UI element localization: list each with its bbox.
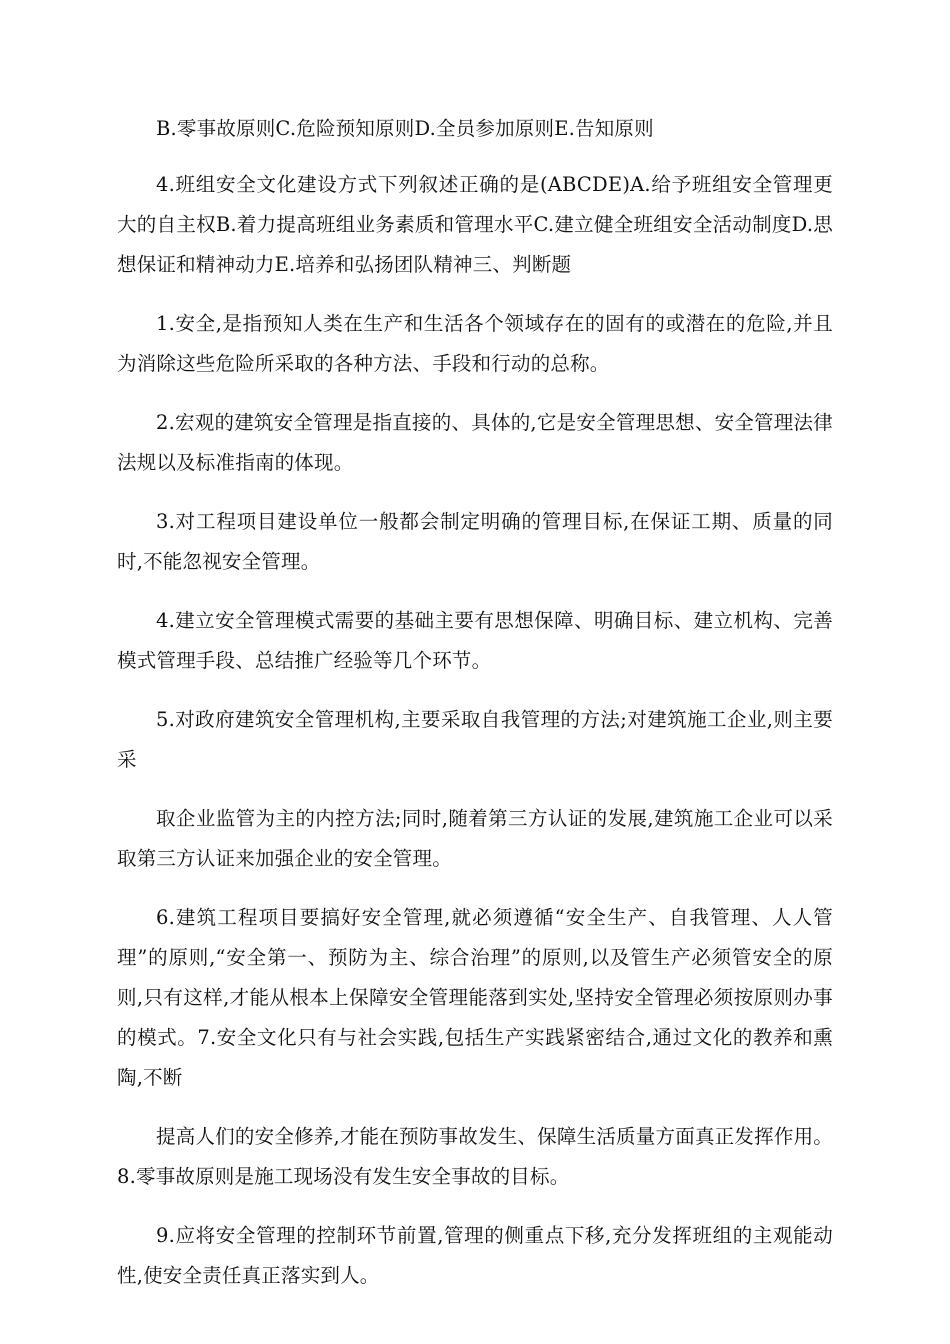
paragraph: 5.对政府建筑安全管理机构,主要采取自我管理的方法;对建筑施工企业,则主要采 <box>117 708 833 771</box>
paragraph: 4.班组安全文化建设方式下列叙述正确的是(ABCDE)A.给予班组安全管理更大的自主权B.着力提高班组业务素质和管理水平C.建立健全班组安全活动制度D.思想保证和精神动力E.培养和弘扬团队精神三、判断题 <box>117 173 833 276</box>
paragraph: 4.建立安全管理模式需要的基础主要有思想保障、明确目标、建立机构、完善模式管理手段、总结推广经验等几个环节。 <box>117 609 833 672</box>
paragraph: 3.对工程项目建设单位一般都会制定明确的管理目标,在保证工期、质量的同时,不能忽视安全管理。 <box>117 510 833 573</box>
paragraph: 6.建筑工程项目要搞好安全管理,就必须遵循“安全生产、自我管理、人人管理”的原则,“安全第一、预防为主、综合治理”的原则,以及管生产必须管安全的原则,只有这样,才能从根本上保障安全管理能落到实处,坚持安全管理必须按原则办事的模式。7.安全文化只有与社会实践,包括生产实践紧密结合,通过文化的教养和熏陶,不断 <box>117 906 833 1089</box>
paragraph: 取企业监管为主的内控方法;同时,随着第三方认证的发展,建筑施工企业可以采取第三方认证来加强企业的安全管理。 <box>117 807 833 870</box>
paragraph: 提高人们的安全修养,才能在预防事故发生、保障生活质量方面真正发挥作用。8.零事故原则是施工现场没有发生安全事故的目标。 <box>117 1125 833 1188</box>
paragraph: 1.安全,是指预知人类在生产和生活各个领域存在的固有的或潜在的危险,并且为消除这些危险所采取的各种方法、手段和行动的总称。 <box>117 312 833 375</box>
paragraph: 9.应将安全管理的控制环节前置,管理的侧重点下移,充分发挥班组的主观能动性,使安全责任真正落实到人。 <box>117 1224 833 1287</box>
paragraph: B.零事故原则C.危险预知原则D.全员参加原则E.告知原则 <box>156 117 654 140</box>
paragraph: 2.宏观的建筑安全管理是指直接的、具体的,它是安全管理思想、安全管理法律法规以及标准指南的体现。 <box>117 411 833 474</box>
document-body <box>117 109 833 1315</box>
